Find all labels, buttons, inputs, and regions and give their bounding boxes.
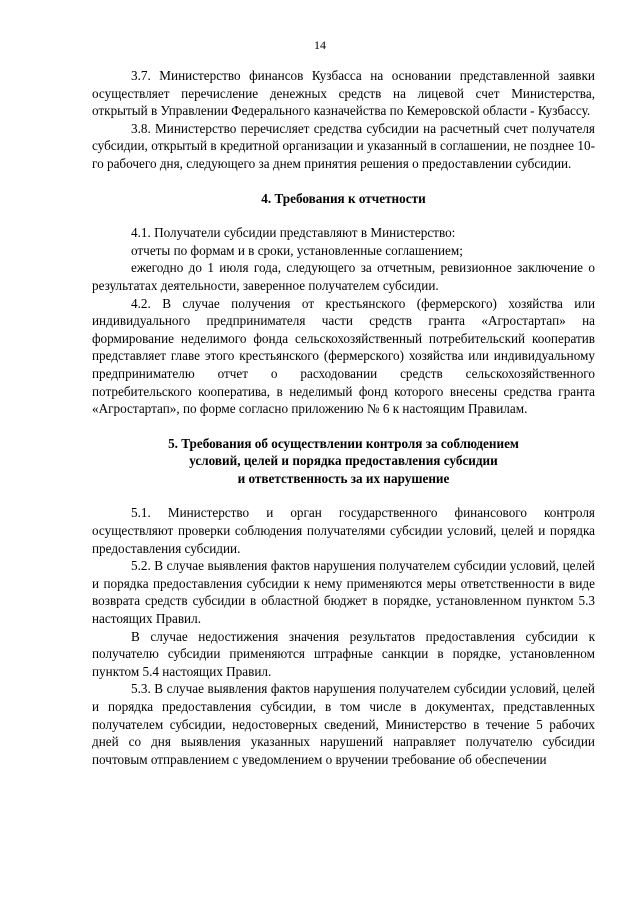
- spacer: [92, 487, 595, 504]
- section-5-heading-line3: и ответственность за их нарушение: [237, 470, 450, 486]
- spacer: [92, 418, 595, 435]
- paragraph-3-7: 3.7. Министерство финансов Кузбасса на основании представленной заявки осуществляет перечисление денежных средств на лицевой счет Министерства, открытый в Управлении Федерального казначейства по Кемеровской области - Кузбассу.: [92, 68, 595, 119]
- paragraph-4-2: 4.2. В случае получения от крестьянского (фермерского) хозяйства или индивидуального предпринимателя части средств гранта «Агростартап» на формирование неделимого фонда сельскохозяйственный потребительский кооператив представляет главе этого крестьянского (фермерского) хозяйства или индивидуальному предпринимателю отчет о расходовании средств сельскохозяйственного потребительского кооператива, в неделимый фонд которого внесены средства гранта «Агростартап», по форме согласно приложению № 6 к настоящим Правилам.: [92, 295, 595, 417]
- paragraph-5-2: 5.2. В случае выявления фактов нарушения получателем субсидии условий, целей и порядка предоставления субсидии к нему применяются меры ответственности в виде возврата средств субсидии в областной бюджет в порядке, установленном пунктом 5.3 настоящих Правил.: [92, 558, 595, 627]
- section-4-heading: 4. Требования к отчетности: [261, 190, 426, 206]
- paragraph-4-1: 4.1. Получатели субсидии представляют в Министерство:: [131, 225, 456, 241]
- paragraph-5-2-b: В случае недостижения значения результатов предоставления субсидии к получателю субсидии применяются штрафные санкции в порядке, установленном пунктом 5.4 настоящих Правил.: [92, 628, 595, 679]
- paragraph-3-8: 3.8. Министерство перечисляет средства субсидии на расчетный счет получателя субсидии, открытый в кредитной организации и указанный в соглашении, не позднее 10-го рабочего дня, следующего за днем принятия решения о предоставлении субсидии.: [92, 120, 595, 171]
- section-5-heading: [92, 435, 595, 488]
- page-number: 14: [314, 38, 326, 52]
- section-5-heading-line2: условий, целей и порядка предоставления субсидии: [189, 453, 498, 469]
- document-body: [92, 67, 595, 768]
- spacer: [92, 207, 595, 224]
- paragraph-5-3: 5.3. В случае выявления фактов нарушения получателем субсидии условий, целей и порядка предоставления субсидии, в том числе в документах, представленных получателем субсидии, недостоверных сведений, Министерство в течение 5 рабочих дней со дня выявления указанных нарушений направляет получателю субсидии почтовым отправлением с уведомлением о вручении требование об обеспечении: [92, 681, 595, 767]
- paragraph-4-1-a: отчеты по формам и в сроки, установленные соглашением;: [131, 242, 463, 258]
- paragraph-4-1-b: ежегодно до 1 июля года, следующего за отчетным, ревизионное заключение о результатах деятельности, заверенное получателем субсидии.: [92, 260, 595, 293]
- paragraph-5-1: 5.1. Министерство и орган государственного финансового контроля осуществляют проверки соблюдения получателями субсидии условий, целей и порядка предоставления субсидии.: [92, 505, 595, 556]
- spacer: [92, 173, 595, 190]
- section-5-heading-line1: 5. Требования об осуществлении контроля за соблюдением: [168, 435, 519, 451]
